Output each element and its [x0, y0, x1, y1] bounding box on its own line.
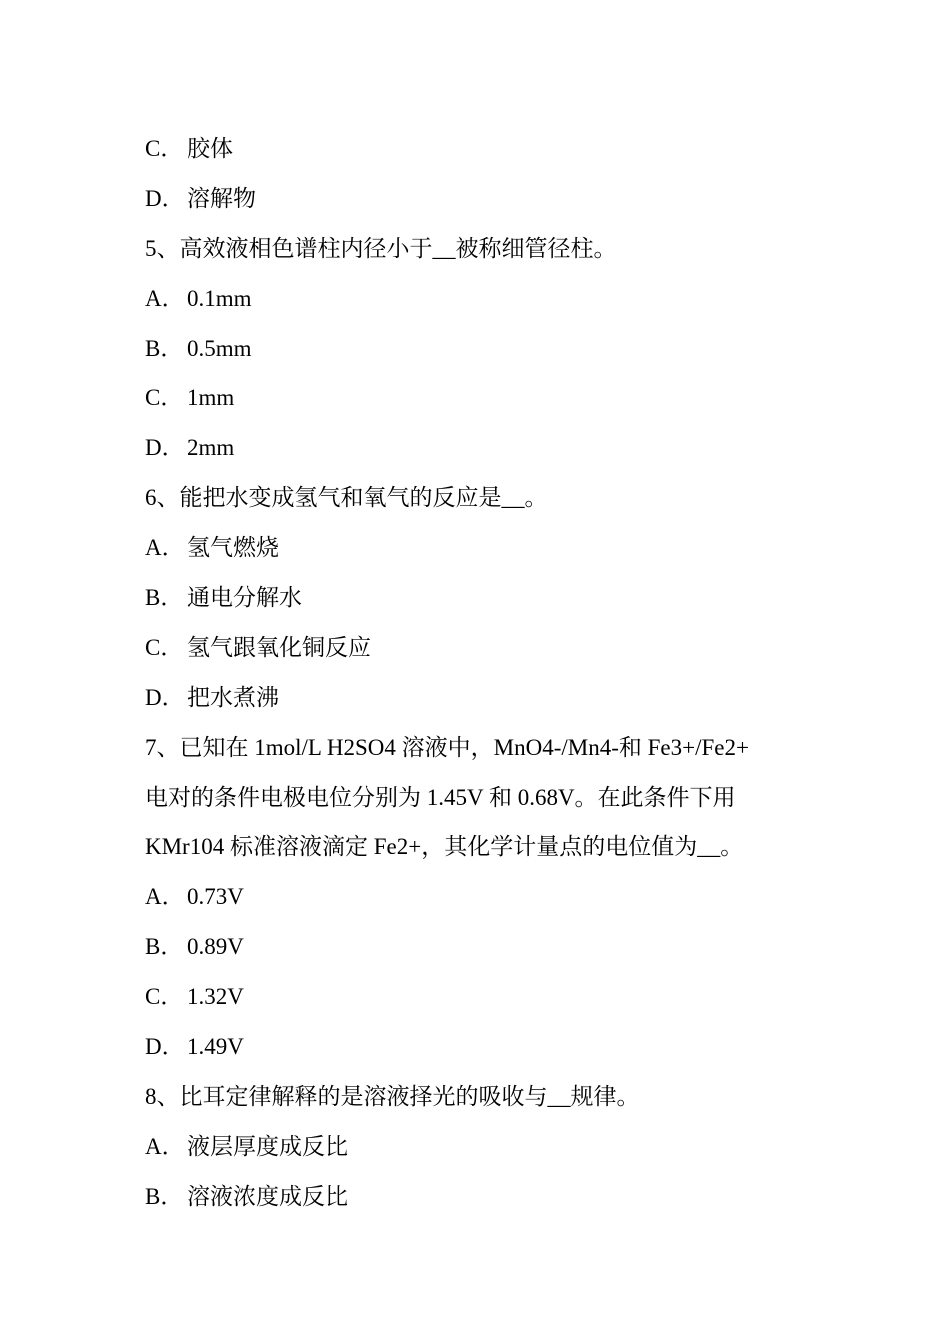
- option-text: 2mm: [187, 435, 235, 461]
- option-text: 溶液浓度成反比: [187, 1183, 348, 1209]
- option-line: [145, 872, 825, 922]
- option-letter: C．: [145, 984, 184, 1010]
- option-line: [145, 174, 825, 224]
- option-letter: A．: [145, 1133, 185, 1159]
- option-letter: B．: [145, 1183, 184, 1209]
- option-line: [145, 922, 825, 972]
- option-line: [145, 1172, 825, 1222]
- option-text: 氢气跟氧化铜反应: [187, 634, 371, 660]
- option-letter: C．: [145, 136, 184, 161]
- question-line: [145, 1072, 825, 1122]
- question-text: 电对的条件电极电位分别为 1.45V 和 0.68V。在此条件下用: [145, 784, 736, 810]
- option-text: 0.89V: [187, 934, 244, 960]
- option-letter: B．: [145, 585, 184, 611]
- option-text: 0.1mm: [187, 285, 252, 311]
- question-line: [145, 822, 825, 872]
- option-letter: D．: [145, 1034, 185, 1060]
- option-letter: C．: [145, 385, 184, 411]
- option-letter: D．: [145, 185, 185, 211]
- option-text: 0.5mm: [187, 335, 252, 361]
- option-text: 1mm: [187, 385, 235, 411]
- option-line: [145, 523, 825, 573]
- option-text: 溶解物: [187, 185, 256, 211]
- option-letter: C．: [145, 634, 184, 660]
- option-text: 通电分解水: [187, 585, 302, 611]
- option-line: [145, 423, 825, 473]
- option-letter: D．: [145, 684, 185, 710]
- question-line: [145, 224, 825, 274]
- option-text: 液层厚度成反比: [187, 1133, 348, 1159]
- option-text: 1.32V: [187, 984, 244, 1010]
- option-letter: B．: [145, 934, 184, 960]
- option-line: [145, 1022, 825, 1072]
- option-letter: A．: [145, 285, 185, 311]
- question-text: 7、已知在 1mol/L H2SO4 溶液中，MnO4-/Mn4-和 Fe3+/Fe2+: [145, 734, 749, 760]
- option-letter: B．: [145, 335, 184, 361]
- option-line: [145, 972, 825, 1022]
- option-text: 把水煮沸: [187, 684, 279, 710]
- option-letter: A．: [145, 535, 185, 561]
- option-line: [145, 324, 825, 374]
- question-line: [145, 723, 825, 773]
- option-letter: D．: [145, 435, 185, 461]
- option-line: [145, 373, 825, 423]
- question-text: 8、比耳定律解释的是溶液择光的吸收与__规律。: [145, 1083, 640, 1109]
- option-line: [145, 623, 825, 673]
- option-line: [145, 1122, 825, 1172]
- question-text: 5、高效液相色谱柱内径小于__被称细管径柱。: [145, 235, 617, 261]
- option-line: [145, 124, 825, 174]
- option-text: 0.73V: [187, 884, 244, 910]
- option-text: 1.49V: [187, 1034, 244, 1060]
- option-line: [145, 673, 825, 723]
- option-text: 胶体: [187, 136, 233, 161]
- option-line: [145, 274, 825, 324]
- question-text: KMr104 标准溶液滴定 Fe2+，其化学计量点的电位值为__。: [145, 834, 744, 860]
- option-letter: A．: [145, 884, 185, 910]
- document-content: [145, 124, 825, 1222]
- option-line: [145, 573, 825, 623]
- question-line: [145, 773, 825, 823]
- question-text: 6、能把水变成氢气和氧气的反应是__。: [145, 485, 548, 511]
- option-text: 氢气燃烧: [187, 535, 279, 561]
- question-line: [145, 473, 825, 523]
